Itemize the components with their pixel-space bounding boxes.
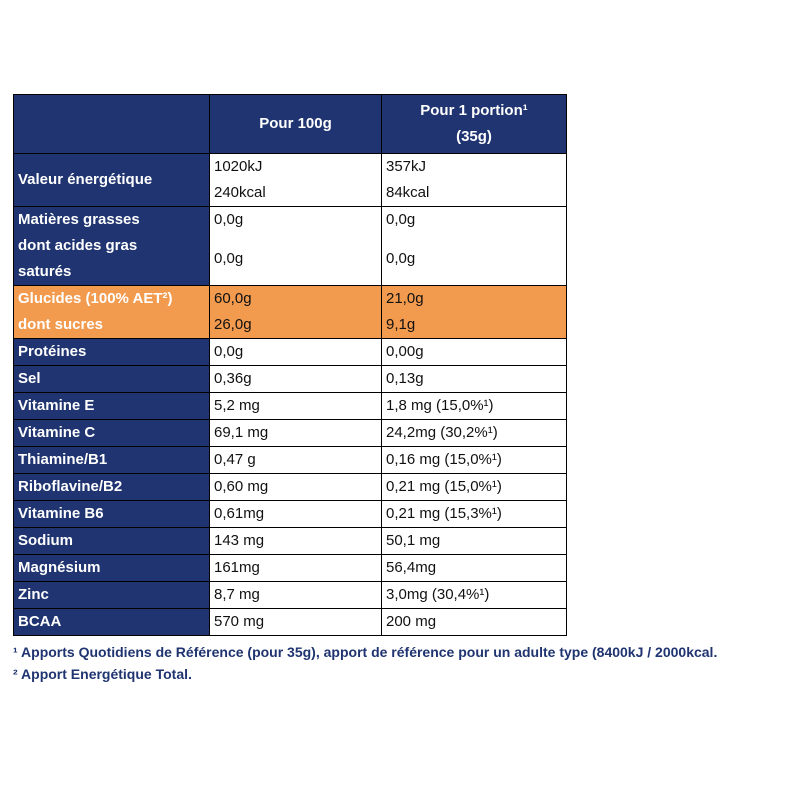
row-fats <box>14 207 567 286</box>
value-100g: 0,60 mg <box>210 474 382 501</box>
row-zinc <box>14 582 567 609</box>
value-portion: 56,4mg <box>382 555 567 582</box>
value-100g-line2: 0,0g <box>214 250 244 267</box>
value-portion-line2: 0,0g <box>386 250 416 267</box>
value-portion-line2: 84kcal <box>386 184 430 201</box>
footnote-2: ² Apport Energétique Total. <box>13 666 192 682</box>
header-portion-line2: (35g) <box>456 128 492 145</box>
row-label: Protéines <box>14 339 210 366</box>
row-thiamine <box>14 447 567 474</box>
value-100g-line1: 1020kJ <box>214 158 263 175</box>
header-per-100g: Pour 100g <box>210 95 382 154</box>
value-100g <box>210 286 382 339</box>
header-portion-line1: Pour 1 portion¹ <box>420 102 528 119</box>
row-label-line2: dont sucres <box>18 316 104 333</box>
value-portion: 0,21 mg (15,0%¹) <box>382 474 567 501</box>
value-100g: 0,0g <box>210 339 382 366</box>
row-label: BCAA <box>14 609 210 636</box>
value-portion-line1: 21,0g <box>386 290 424 307</box>
row-sodium <box>14 528 567 555</box>
row-label-line2: dont acides gras <box>18 237 138 254</box>
row-energy <box>14 154 567 207</box>
row-label: Sel <box>14 366 210 393</box>
value-100g: 0,61mg <box>210 501 382 528</box>
row-label: Valeur énergétique <box>14 154 210 207</box>
header-empty-cell <box>14 95 210 154</box>
value-portion-line1: 0,0g <box>386 211 416 228</box>
value-100g: 0,36g <box>210 366 382 393</box>
row-label: Zinc <box>14 582 210 609</box>
value-100g-line1: 60,0g <box>214 290 252 307</box>
value-portion <box>382 286 567 339</box>
value-portion: 0,16 mg (15,0%¹) <box>382 447 567 474</box>
row-label: Sodium <box>14 528 210 555</box>
row-salt <box>14 366 567 393</box>
nutrition-table <box>13 94 567 636</box>
row-carbs <box>14 286 567 339</box>
value-100g <box>210 207 382 286</box>
row-riboflavin <box>14 474 567 501</box>
footnote-1: ¹ Apports Quotidiens de Référence (pour 35g), apport de référence pour un adulte type (8400kJ / 2000kcal. <box>13 644 718 660</box>
row-label-line3: saturés <box>18 263 72 280</box>
value-portion-line2: 9,1g <box>386 316 416 333</box>
row-label: Vitamine C <box>14 420 210 447</box>
value-portion: 200 mg <box>382 609 567 636</box>
row-label: Magnésium <box>14 555 210 582</box>
row-vitamin-b6 <box>14 501 567 528</box>
value-portion <box>382 207 567 286</box>
value-100g <box>210 154 382 207</box>
value-100g: 69,1 mg <box>210 420 382 447</box>
row-label: Vitamine E <box>14 393 210 420</box>
value-portion: 3,0mg (30,4%¹) <box>382 582 567 609</box>
row-bcaa <box>14 609 567 636</box>
header-per-portion <box>382 95 567 154</box>
row-label: Vitamine B6 <box>14 501 210 528</box>
value-100g-line2: 240kcal <box>214 184 266 201</box>
row-label-line1: Matières grasses <box>18 211 140 228</box>
row-magnesium <box>14 555 567 582</box>
value-100g-line2: 26,0g <box>214 316 252 333</box>
value-100g: 161mg <box>210 555 382 582</box>
value-100g: 0,47 g <box>210 447 382 474</box>
row-proteins <box>14 339 567 366</box>
value-portion-line1: 357kJ <box>386 158 427 175</box>
value-portion <box>382 154 567 207</box>
row-label: Riboflavine/B2 <box>14 474 210 501</box>
row-label <box>14 207 210 286</box>
row-vitamin-e <box>14 393 567 420</box>
value-100g-line1: 0,0g <box>214 211 244 228</box>
row-label: Thiamine/B1 <box>14 447 210 474</box>
value-100g: 143 mg <box>210 528 382 555</box>
value-100g: 570 mg <box>210 609 382 636</box>
row-vitamin-c <box>14 420 567 447</box>
row-label-line1: Glucides (100% AET²) <box>18 290 173 307</box>
value-portion: 24,2mg (30,2%¹) <box>382 420 567 447</box>
value-portion: 0,21 mg (15,3%¹) <box>382 501 567 528</box>
value-portion: 50,1 mg <box>382 528 567 555</box>
row-label <box>14 286 210 339</box>
value-portion: 1,8 mg (15,0%¹) <box>382 393 567 420</box>
value-portion: 0,00g <box>382 339 567 366</box>
table-header-row <box>14 95 567 154</box>
value-100g: 5,2 mg <box>210 393 382 420</box>
value-100g: 8,7 mg <box>210 582 382 609</box>
value-portion: 0,13g <box>382 366 567 393</box>
footnotes <box>13 641 798 685</box>
